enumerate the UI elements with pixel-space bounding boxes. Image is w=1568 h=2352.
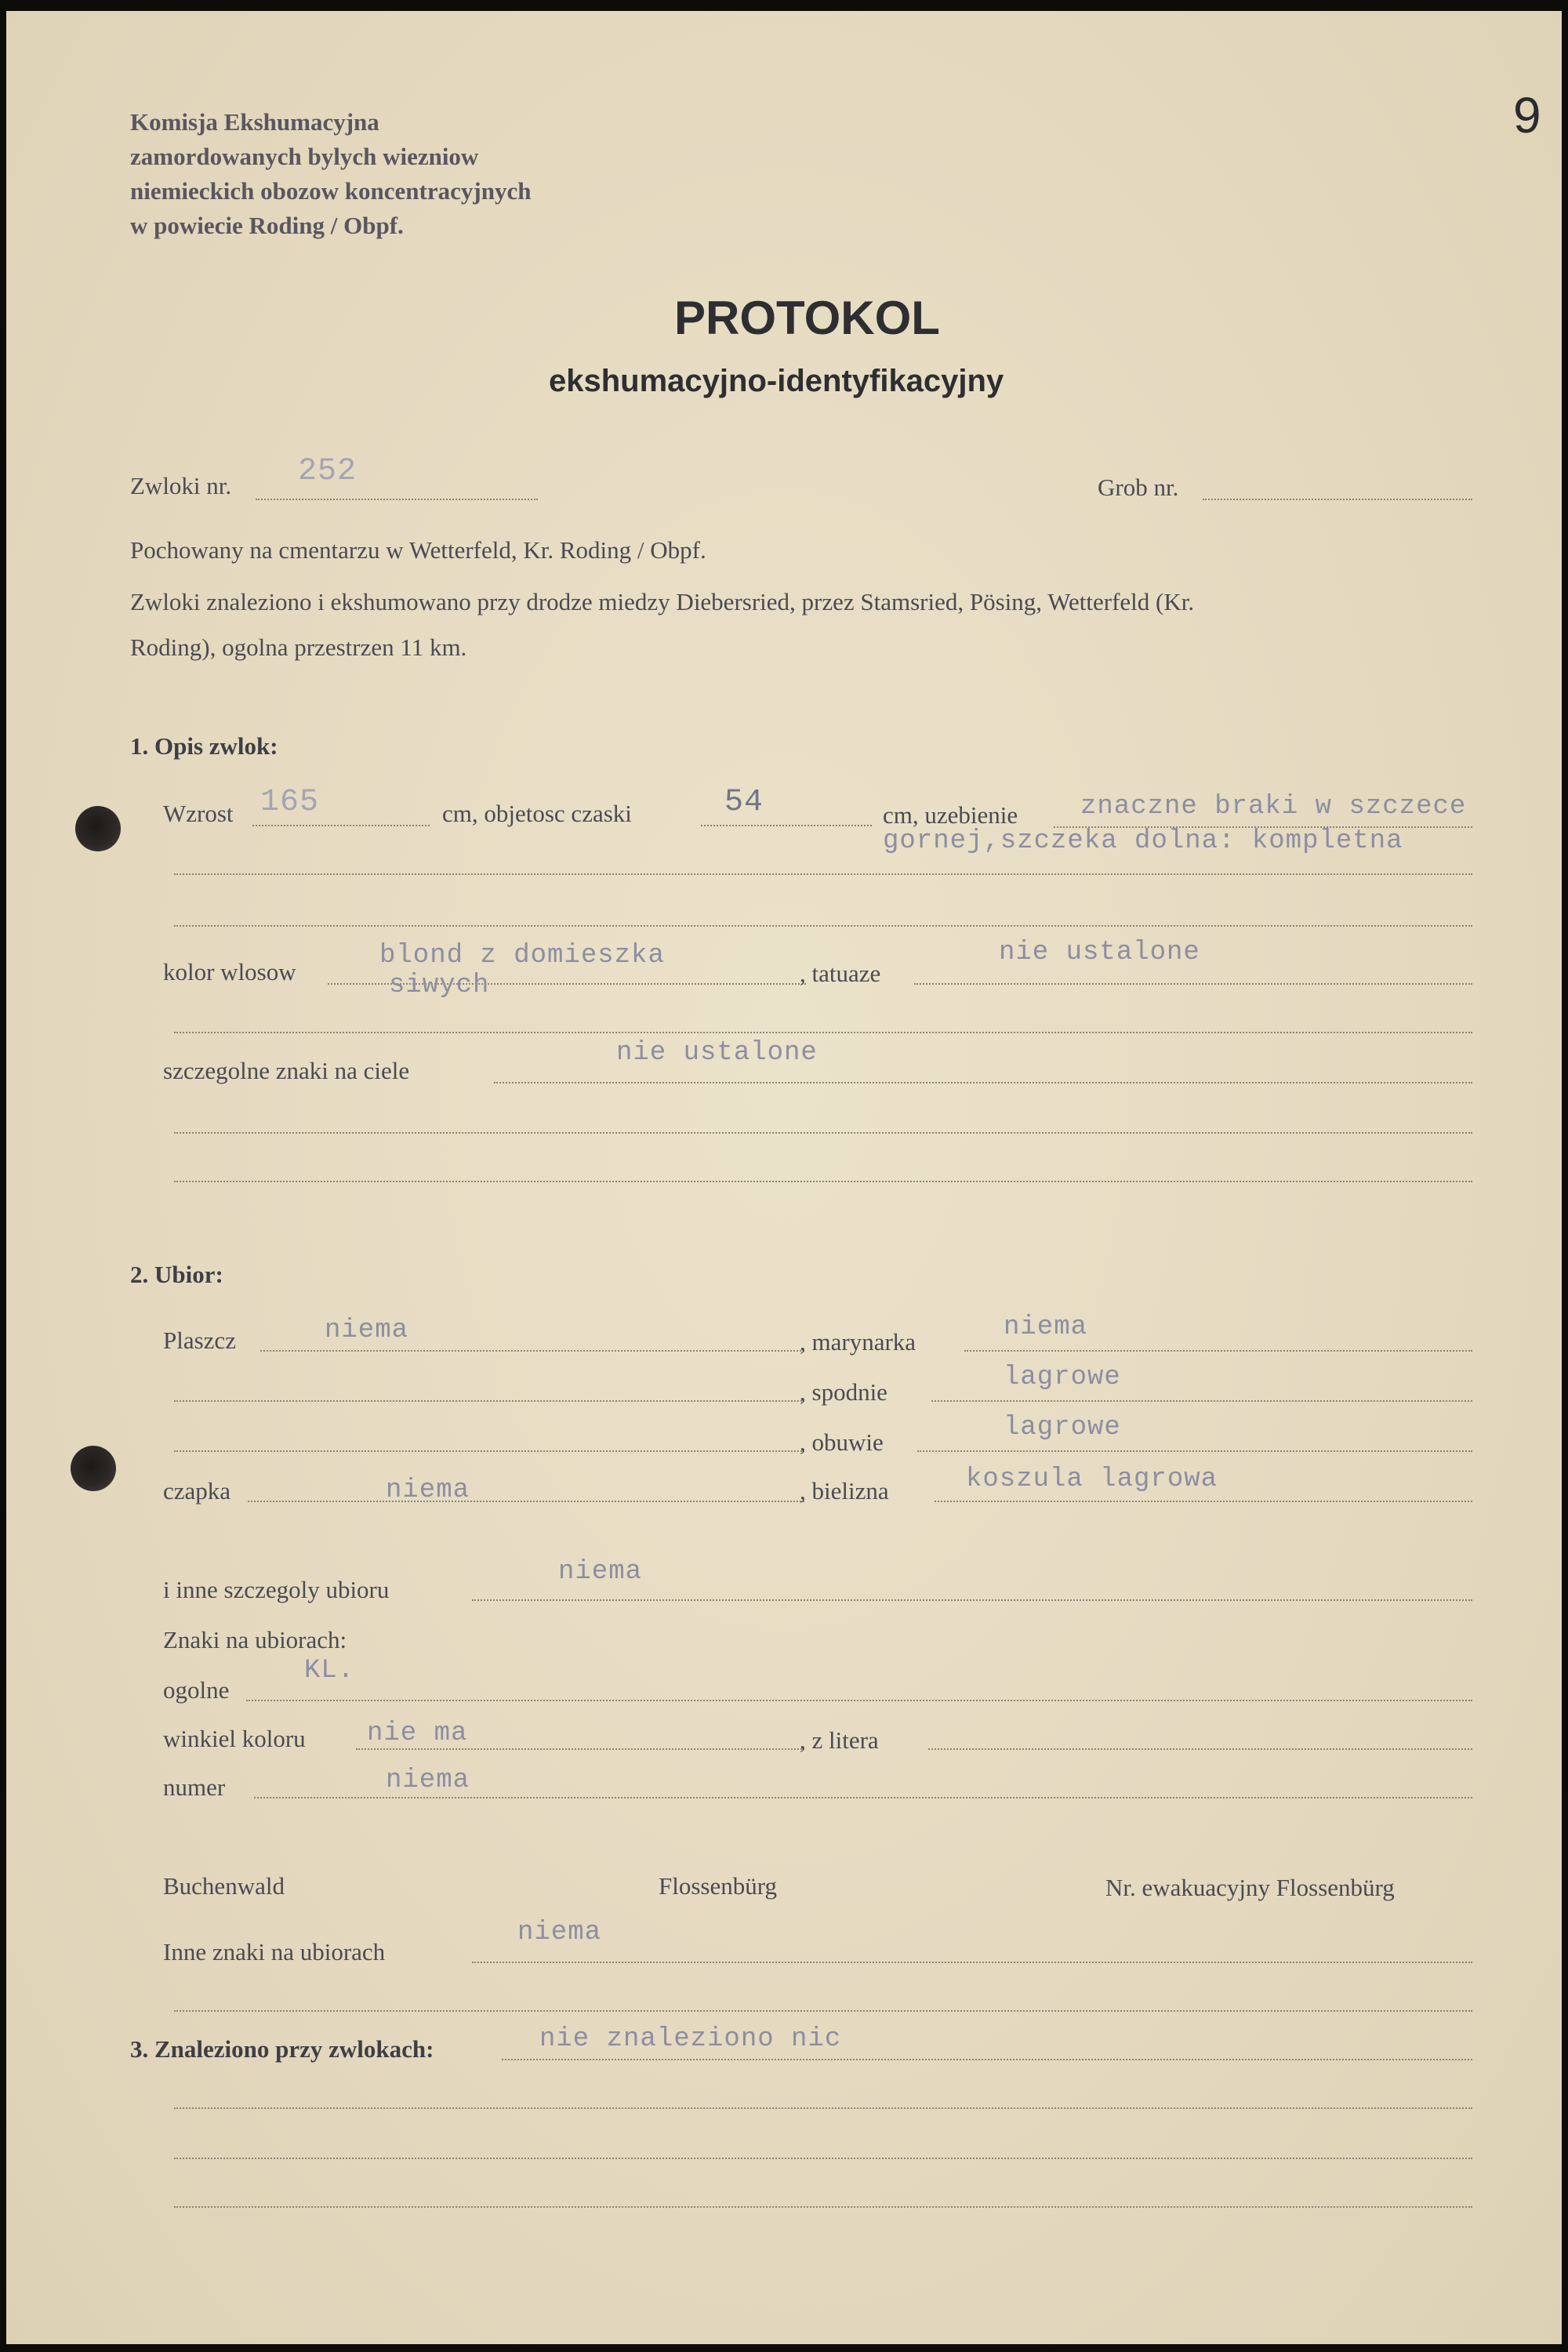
other-details-label: i inne szczegoly ubioru: [163, 1576, 390, 1603]
commission-line-3: niemieckich obozow koncentracyjnych: [130, 177, 532, 205]
skull-line: [701, 825, 872, 826]
underwear-value: koszula lagrowa: [966, 1465, 1218, 1494]
blank-line-4: [174, 1181, 1472, 1182]
blank-line-2: [174, 1032, 1472, 1033]
evacuation-number-label: Nr. ewakuacyjny Flossenbürg: [1105, 1874, 1395, 1901]
items-found-line: [502, 2059, 1472, 2060]
trousers-label: , spodnie: [800, 1378, 887, 1406]
letter-label: , z litera: [800, 1726, 879, 1754]
zwloki-value: 252: [298, 454, 358, 489]
commission-line-2: zamordowanych bylych wiezniow: [130, 143, 479, 170]
section-clothing: 2. Ubior:: [130, 1261, 223, 1288]
coat-line: [260, 1350, 804, 1352]
general-marks-line: [246, 1700, 1472, 1701]
blank-line-7: [174, 2158, 1472, 2159]
section-body-description: 1. Opis zwlok:: [130, 732, 278, 760]
shoes-left-line: [174, 1450, 804, 1452]
clothing-marks-label: Znaki na ubiorach:: [163, 1626, 347, 1653]
trousers-line: [931, 1400, 1472, 1402]
teeth-line-2: [174, 873, 1472, 875]
jacket-label: , marynarka: [800, 1328, 916, 1356]
blank-line-8: [174, 2206, 1472, 2208]
underwear-line: [935, 1501, 1472, 1502]
triangle-color-label: winkiel koloru: [163, 1725, 306, 1752]
shoes-label: , obuwie: [800, 1428, 884, 1456]
document-subtitle: ekshumacyjno-identyfikacyjny: [549, 364, 1004, 398]
commission-line-4: w powiecie Roding / Obpf.: [130, 212, 404, 239]
teeth-value-line-2: gornej,szczeka dolna: kompletna: [883, 826, 1403, 856]
zwloki-line: [256, 499, 538, 500]
burial-place: Pochowany na cmentarzu w Wetterfeld, Kr. Roding / Obpf.: [130, 536, 706, 564]
jacket-line: [964, 1350, 1472, 1352]
trousers-left-line: [174, 1400, 804, 1402]
number-line: [254, 1797, 1472, 1798]
general-marks-label: ogolne: [163, 1676, 230, 1704]
tattoo-value: nie ustalone: [999, 938, 1200, 967]
document-title: PROTOKOL: [674, 292, 940, 344]
body-marks-label: szczegolne znaki na ciele: [163, 1057, 410, 1084]
tattoo-line: [914, 983, 1472, 985]
grob-line: [1203, 499, 1472, 500]
blank-line-6: [174, 2107, 1472, 2109]
blank-line-3: [174, 1132, 1472, 1134]
shoes-value: lagrowe: [1004, 1413, 1121, 1443]
underwear-label: , bielizna: [800, 1477, 889, 1504]
letter-line: [928, 1748, 1472, 1750]
other-clothing-marks-label: Inne znaki na ubiorach: [163, 1938, 386, 1965]
other-details-line: [472, 1599, 1472, 1601]
triangle-color-line: [356, 1748, 804, 1750]
punch-hole-bottom: [71, 1446, 116, 1491]
trousers-value: lagrowe: [1004, 1363, 1121, 1392]
cap-label: czapka: [163, 1477, 231, 1504]
hair-color-value-line-1: blond z domieszka: [379, 941, 665, 971]
found-line-1: Zwloki znaleziono i ekshumowano przy drodze miedzy Diebersried, przez Stamsried, Pösing, Wetterfeld (Kr.: [130, 588, 1195, 615]
height-value: 165: [260, 785, 320, 820]
teeth-value-line-1: znaczne braki w szczece: [1080, 792, 1467, 822]
coat-label: Plaszcz: [163, 1327, 236, 1354]
number-value: niema: [386, 1766, 470, 1795]
blank-line-5: [174, 2010, 1472, 2012]
other-details-value: niema: [558, 1557, 643, 1587]
flossenburg-label: Flossenbürg: [659, 1872, 778, 1900]
page-number: 9: [1513, 87, 1541, 143]
grob-label: Grob nr.: [1098, 474, 1179, 501]
skull-value: 54: [724, 785, 764, 820]
height-line: [252, 825, 430, 826]
hair-color-label: kolor wlosow: [163, 958, 296, 985]
items-found-value: nie znaleziono nic: [539, 2024, 842, 2054]
zwloki-label: Zwloki nr.: [130, 472, 232, 499]
jacket-value: niema: [1004, 1312, 1088, 1342]
commission-line-1: Komisja Ekshumacyjna: [130, 108, 379, 136]
blank-line-1: [174, 925, 1472, 927]
cap-value: niema: [386, 1475, 470, 1505]
teeth-label: cm, uzebienie: [883, 801, 1018, 829]
cap-line: [248, 1501, 804, 1502]
found-line-2: Roding), ogolna przestrzen 11 km.: [130, 633, 467, 661]
hair-color-value-line-2: siwych: [389, 971, 490, 1000]
tattoo-label: , tatuaze: [800, 960, 881, 987]
triangle-color-value: nie ma: [367, 1719, 468, 1748]
other-clothing-marks-value: niema: [517, 1918, 602, 1947]
section-items-found: 3. Znaleziono przy zwlokach:: [130, 2035, 434, 2063]
buchenwald-label: Buchenwald: [163, 1872, 285, 1900]
skull-label: cm, objetosc czaski: [442, 800, 632, 827]
number-label: numer: [163, 1773, 226, 1801]
height-label: Wzrost: [163, 800, 234, 827]
protocol-page: [6, 11, 1562, 2344]
body-marks-line: [494, 1082, 1472, 1083]
general-marks-value: KL.: [304, 1656, 355, 1686]
other-clothing-marks-line: [472, 1962, 1472, 1963]
body-marks-value: nie ustalone: [616, 1038, 818, 1068]
punch-hole-top: [75, 806, 121, 851]
shoes-line: [917, 1450, 1472, 1452]
coat-value: niema: [325, 1316, 409, 1345]
